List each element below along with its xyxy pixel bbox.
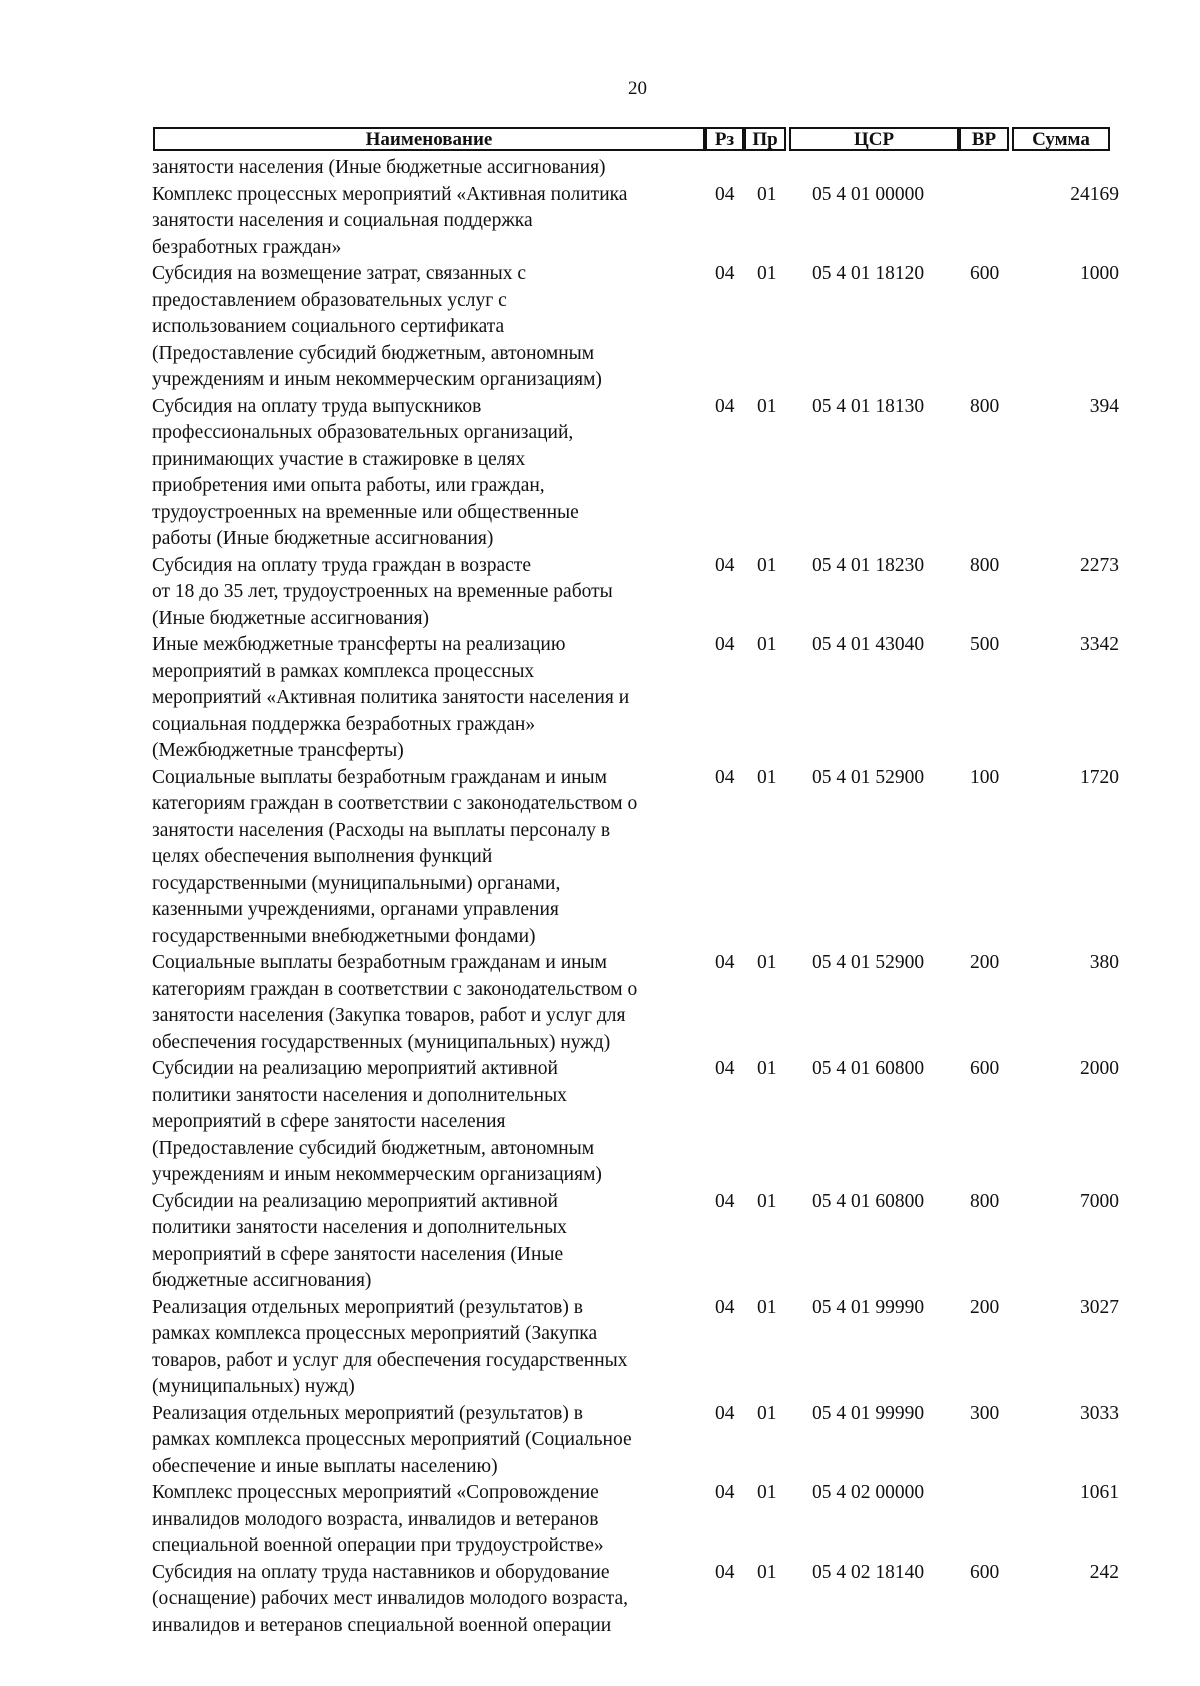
table-row [152,1189,1122,1295]
header-pr: Пр [744,127,786,151]
row-name: Комплекс процессных мероприятий «Активная политика занятости населения и социальная поддержка безработных граждан» [152,183,628,258]
row-name: Комплекс процессных мероприятий «Сопровождение инвалидов молодого возраста, инвалидов и ветеранов специальной военной операции при трудоустройстве» [152,1482,604,1556]
row-name: Иные межбюджетные трансферты на реализацию мероприятий в рамках комплекса процессных мероприятий «Активная политика занятости населения и социальная поддержка безработных граждан» (Межбюджетные трансферты) [152,634,630,761]
table-row [152,261,1122,394]
table-row [152,1056,1122,1189]
row-rz: 04 [715,554,735,576]
row-sum: 3342 [1080,634,1119,655]
row-vr: 200 [970,1296,1000,1318]
row-rz: 04 [715,183,735,205]
row-rz: 04 [715,1561,735,1583]
table-row [152,950,1122,1056]
row-rz: 04 [715,766,735,788]
row-sum: 2000 [1080,1058,1119,1079]
row-sum: 1720 [1080,766,1119,788]
row-name: Субсидия на оплату труда выпускников профессиональных образовательных организаций, принимающих участие в стажировке в целях приобретения ими опыта работы, или граждан, трудоустроенных на временные или общественные работы (Иные бюджетные ассигнования) [152,395,579,549]
row-csr: 05 4 01 99990 [812,1296,925,1318]
row-pr: 01 [757,1296,777,1318]
table-row [152,1560,1122,1640]
row-sum: 242 [1089,1561,1119,1583]
row-vr: 600 [970,263,1000,284]
row-name: Субсидии на реализацию мероприятий активной политики занятости населения и дополнительных мероприятий в сфере занятости населения (Иные бюджетные ассигнования) [152,1190,567,1291]
row-csr: 05 4 01 52900 [812,952,925,973]
row-pr: 01 [757,554,777,576]
header-rz: Рз [705,127,744,151]
header-csr: ЦСР [789,127,959,151]
row-name: Субсидия на оплату труда наставников и оборудование (оснащение) рабочих мест инвалидов молодого возраста, инвалидов и ветеранов специальной военной операции [152,1561,629,1636]
row-pr: 01 [757,1561,777,1583]
row-pr: 01 [757,183,777,205]
table-row [152,394,1122,553]
row-sum: 1000 [1080,263,1119,284]
row-name: Социальные выплаты безработным гражданам и иным категориям граждан в соответствии с законодательством о занятости населения (Закупка товаров, работ и услуг для обеспечения государственных (муниципальных) нужд) [152,952,638,1053]
budget-table-body [152,155,1122,1639]
row-name: Субсидия на оплату труда граждан в возрасте от 18 до 35 лет, трудоустроенных на временные работы (Иные бюджетные ассигнования) [152,554,613,629]
row-sum: 7000 [1080,1190,1119,1212]
row-csr: 05 4 01 18230 [812,554,925,576]
row-csr: 05 4 02 00000 [812,1482,925,1503]
row-vr: 500 [970,634,1000,655]
row-vr: 800 [970,395,1000,417]
row-rz: 04 [715,263,735,284]
header-sum: Сумма [1012,127,1110,151]
row-csr: 05 4 02 18140 [812,1561,925,1583]
row-name: Реализация отдельных мероприятий (результатов) в рамках комплекса процессных мероприятий (Социальное обеспечение и иные выплаты населению) [152,1402,632,1477]
row-name: Реализация отдельных мероприятий (результатов) в рамках комплекса процессных мероприятий (Закупка товаров, работ и услуг для обеспечения государственных (муниципальных) нужд) [152,1296,628,1397]
row-csr: 05 4 01 52900 [812,766,925,788]
row-rz: 04 [715,1296,735,1318]
row-pr: 01 [757,1058,777,1079]
row-pr: 01 [757,395,777,417]
header-name: Наименование [153,127,705,151]
row-csr: 05 4 01 60800 [812,1058,925,1079]
row-pr: 01 [757,952,777,973]
table-row [152,1295,1122,1401]
table-row [152,155,1122,182]
table-row [152,553,1122,633]
header-vr: ВР [959,127,1009,151]
table-row [152,632,1122,765]
row-pr: 01 [757,1482,777,1503]
row-name: Социальные выплаты безработным гражданам и иным категориям граждан в соответствии с законодательством о занятости населения (Расходы на выплаты персоналу в целях обеспечения выполнения функций государственными (муниципальными) органами, казенными учреждениями, органами управления государственными внебюджетными фондами) [152,766,638,947]
row-csr: 05 4 01 18120 [812,263,925,284]
row-rz: 04 [715,1058,735,1079]
row-pr: 01 [757,263,777,284]
table-row [152,765,1122,951]
row-sum: 3033 [1080,1402,1119,1424]
row-csr: 05 4 01 43040 [812,634,925,655]
row-vr: 600 [970,1058,1000,1079]
row-pr: 01 [757,1190,777,1212]
row-csr: 05 4 01 00000 [812,183,925,205]
row-sum: 1061 [1080,1482,1119,1503]
row-sum: 3027 [1080,1296,1119,1318]
page-number: 20 [628,78,647,99]
row-name: Субсидия на возмещение затрат, связанных с предоставлением образовательных услуг с использованием социального сертификата (Предоставление субсидий бюджетным, автономным учреждениям и иным некоммерческим организациям) [152,263,602,390]
row-sum: 394 [1089,395,1119,417]
row-pr: 01 [757,766,777,788]
row-vr: 600 [970,1561,1000,1583]
row-pr: 01 [757,634,777,655]
row-rz: 04 [715,1482,735,1503]
row-rz: 04 [715,634,735,655]
row-sum: 380 [1089,952,1119,973]
table-row [152,182,1122,262]
row-sum: 2273 [1080,554,1119,576]
row-name: Субсидии на реализацию мероприятий активной политики занятости населения и дополнительных мероприятий в сфере занятости населения (Предоставление субсидий бюджетным, автономным учреждениям и иным некоммерческим организациям) [152,1058,602,1185]
row-pr: 01 [757,1402,777,1424]
row-vr: 800 [970,1190,1000,1212]
row-rz: 04 [715,952,735,973]
row-rz: 04 [715,1402,735,1424]
table-row [152,1480,1122,1560]
row-name: занятости населения (Иные бюджетные ассигнования) [152,157,606,178]
row-csr: 05 4 01 99990 [812,1402,925,1424]
row-csr: 05 4 01 60800 [812,1190,925,1212]
row-vr: 300 [970,1402,1000,1424]
row-vr: 100 [970,766,1000,788]
table-row [152,1401,1122,1481]
row-rz: 04 [715,395,735,417]
row-vr: 200 [970,952,1000,973]
row-vr: 800 [970,554,1000,576]
row-csr: 05 4 01 18130 [812,395,925,417]
row-rz: 04 [715,1190,735,1212]
row-sum: 24169 [1070,183,1119,205]
